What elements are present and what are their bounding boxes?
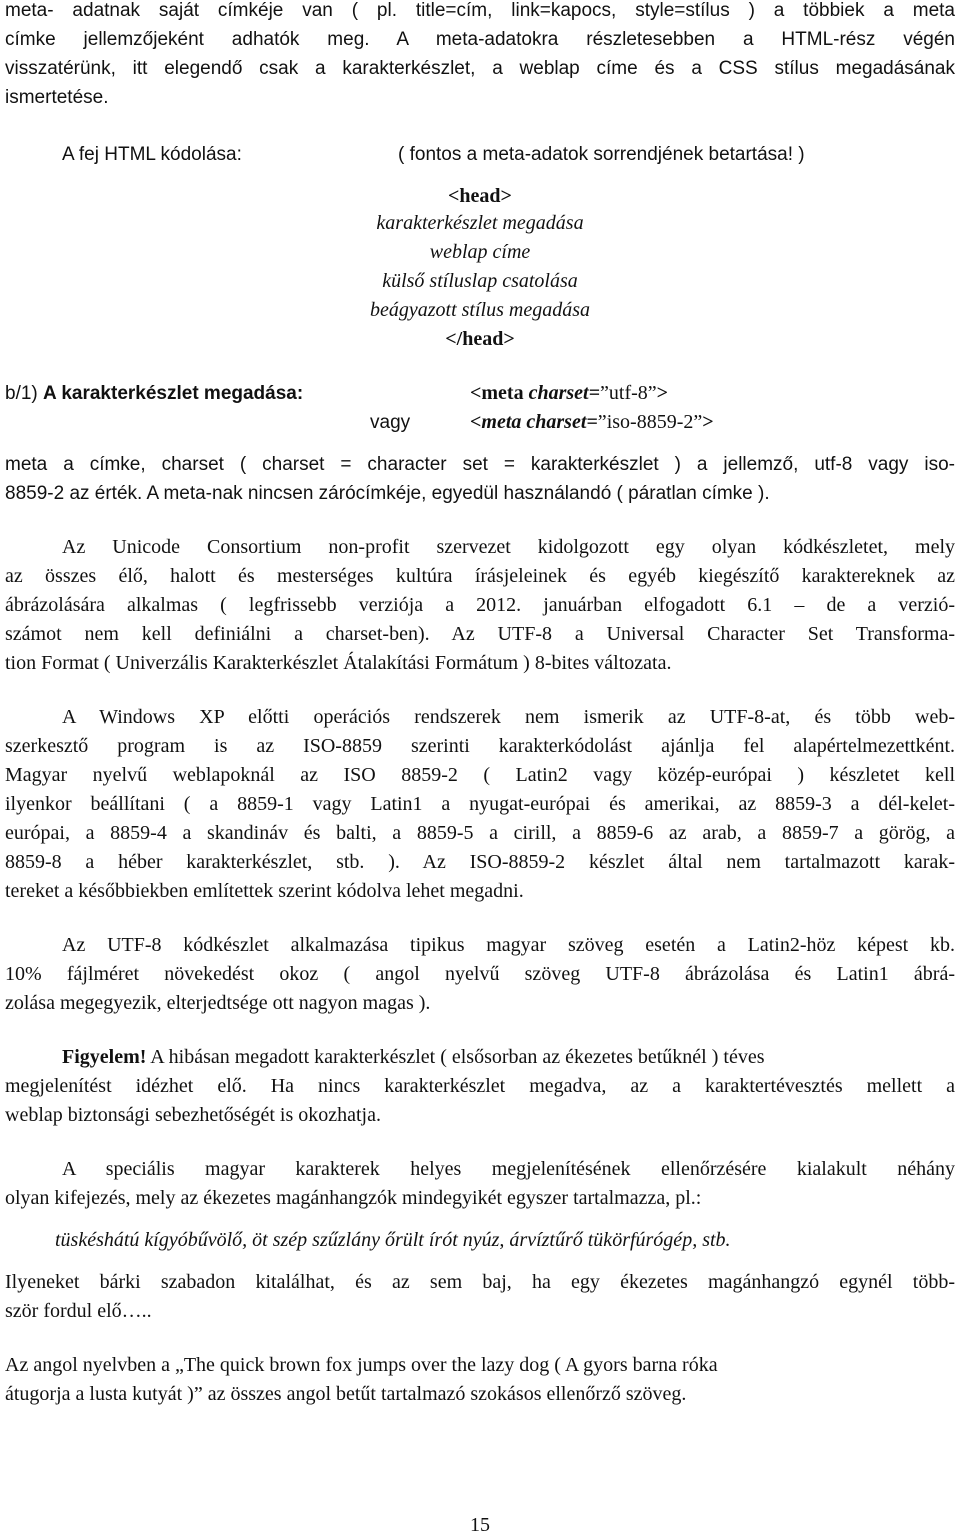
meta-tag-close: >	[656, 382, 669, 404]
open-quote: ”	[597, 411, 607, 433]
charset-section-heading	[5, 379, 303, 408]
meta-explain-line: meta a címke, charset ( charset = character set = karakterkészlet ) a jellemző, utf-8 vagy iso-	[5, 454, 955, 475]
head-coding-note: ( fontos a meta-adatok sorrendjének betartása! )	[398, 144, 805, 165]
utf8-para-line: zolása megegyezik, elterjedtsége ott nagyon magas ).	[5, 992, 431, 1014]
unicode-para-line: Az Unicode Consortium non-profit szervezet kidolgozott egy olyan kódkészletet, mely	[62, 536, 955, 558]
utf8-para-line: Az UTF-8 kódkészlet alkalmazása tipikus magyar szöveg esetén a Latin2-höz képest kb.	[62, 934, 955, 956]
warning-para-line: megjelenítést idézhet elő. Ha nincs karakterkészlet megadva, az a karaktertévesztés mellett a	[5, 1075, 955, 1097]
warning-para-line: weblap biztonsági sebezhetőségét is okozhatja.	[5, 1104, 381, 1126]
special-para-line: A speciális magyar karakterek helyes megjelenítésének ellenőrzésére kialakult néhány	[62, 1158, 955, 1180]
close-quote: ”	[647, 382, 657, 404]
special-para-line: olyan kifejezés, mely az ékezetes magánhangzók mindegyikét egyszer tartalmazza, pl.:	[5, 1187, 702, 1209]
or-word: vagy	[370, 412, 411, 433]
meta-tag-close: >	[702, 411, 714, 433]
code-item: beágyazott stílus megadása	[370, 299, 590, 321]
charset-attr: charset=	[528, 382, 600, 404]
windows-para-line: ilyenkor beállítani ( a 8859-1 vagy Latin1 a nyugat-európai és amerikai, az 8859-3 a dél-kelet-	[5, 793, 955, 815]
open-quote: ”	[600, 382, 609, 404]
meta-tag-open: <meta charset=	[470, 411, 598, 433]
intro-line: ismertetése.	[5, 87, 109, 108]
code-head-close: </head>	[445, 328, 515, 350]
free-para-line: Ilyeneket bárki szabadon kitalálhat, és az sem baj, ha egy ékezetes magánhangzó egynél több-	[5, 1271, 955, 1293]
code-item: karakterkészlet megadása	[376, 212, 584, 234]
meta-utf8-example	[470, 379, 668, 408]
windows-para-line: 8859-8 a héber karakterkészlet, stb. ). Az ISO-8859-2 készlet által nem tartalmazott karak-	[5, 851, 955, 873]
code-head-open: <head>	[448, 185, 512, 207]
warning-para-first	[62, 1043, 955, 1072]
code-item: weblap címe	[429, 241, 531, 263]
warning-label: Figyelem!	[62, 1046, 147, 1068]
utf8-para-line: 10% fájlméret növekedést okoz ( angol nyelvű szöveg UTF-8 ábrázolása és Latin1 ábrá-	[5, 963, 955, 985]
code-item: külső stíluslap csatolása	[382, 270, 578, 292]
intro-line: visszatérünk, itt elegendő csak a karakterkészlet, a weblap címe és a CSS stílus megadásának	[5, 58, 955, 79]
free-para-line: ször fordul elő…..	[5, 1300, 152, 1322]
windows-para-line: A Windows XP előtti operációs rendszerek nem ismerik az UTF-8-at, és több web-	[62, 706, 955, 728]
head-coding-label: A fej HTML kódolása:	[62, 144, 242, 165]
section-prefix: b/1)	[5, 383, 38, 404]
unicode-para-line: ábrázolására alkalmas ( legfrissebb verziója a 2012. januárban elfogadott 6.1 – de a verzió-	[5, 594, 955, 616]
intro-line: meta- adatnak saját címkéje van ( pl. title=cím, link=kapocs, style=stílus ) a többiek a meta	[5, 0, 955, 21]
english-para-line: Az angol nyelvben a „The quick brown fox jumps over the lazy dog ( A gyors barna róka	[5, 1354, 718, 1376]
charset-value: utf-8	[608, 382, 648, 404]
close-quote: ”	[693, 411, 703, 433]
example-phrase: tüskéshátú kígyóbűvölő, öt szép szűzlány őrült írót nyúz, árvíztűrő tükörfúrógép, stb.	[55, 1229, 731, 1251]
windows-para-line: európai, a 8859-4 a skandináv és balti, a 8859-5 a cirill, a 8859-6 az arab, a 8859-7 a görög, a	[5, 822, 955, 844]
unicode-para-line: tion Format ( Univerzális Karakterkészlet Átalakítási Formátum ) 8-bites változata.	[5, 652, 672, 674]
section-title: A karakterkészlet megadása:	[43, 383, 304, 404]
page-number: 15	[470, 1514, 490, 1536]
charset-value: iso-8859-2	[606, 411, 694, 433]
windows-para-line: szerkesztő program is az ISO-8859 szerinti karakterkódolást ajánlja fel alapértelmezettként.	[5, 735, 955, 757]
unicode-para-line: számot nem kell definiálni a charset-ben). Az UTF-8 a Universal Character Set Transforma-	[5, 623, 955, 645]
unicode-para-line: az összes élő, halott és mesterséges kultúra írásjeleinek és egyéb kiegészítő karaktereknek az	[5, 565, 955, 587]
meta-explain-line: 8859-2 az érték. A meta-nak nincsen zárócímkéje, egyedül használandó ( páratlan címke ).	[5, 483, 770, 504]
warning-text: A hibásan megadott karakterkészlet ( elsősorban az ékezetes betűknél ) téves	[146, 1046, 765, 1068]
windows-para-line: tereket a későbbiekben említettek szerint kódolva lehet megadni.	[5, 880, 524, 902]
meta-tag-open: <meta	[470, 382, 529, 404]
windows-para-line: Magyar nyelvű weblapoknál az ISO 8859-2 ( Latin2 vagy közép-európai ) készletet kell	[5, 764, 955, 786]
meta-iso-example	[470, 408, 714, 437]
intro-line: címke jellemzőjeként adhatók meg. A meta-adatokra részletesebben a HTML-rész végén	[5, 29, 955, 50]
english-para-line: átugorja a lusta kutyát )” az összes angol betűt tartalmazó szokásos ellenőrző szöveg.	[5, 1383, 687, 1405]
